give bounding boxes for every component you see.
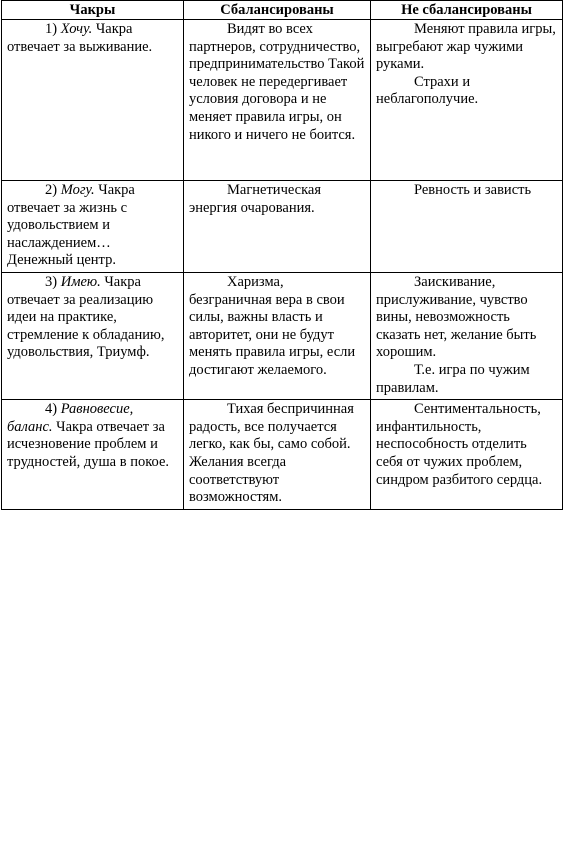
unbalanced-text: Страхи и неблагополучие. — [376, 73, 479, 108]
chakra-number: 4) — [45, 401, 58, 418]
balanced-text: Харизма, безграничная вера в свои силы, важны власть и авторитет, они не будут менять правила игры, если достигают желаемого. — [189, 273, 356, 378]
chakra-text: Чакра отвечает за выживание. — [7, 21, 153, 55]
chakra-text: Чакра отвечает за реализацию идеи на практике, стремление к обладанию, удовольствия, Триумф. — [7, 273, 165, 361]
unbalanced-cell — [371, 181, 563, 273]
chakra-cell — [2, 181, 184, 273]
unbalanced-text: Т.е. игра по чужим правилам. — [376, 361, 530, 396]
header-row — [2, 1, 563, 20]
unbalanced-cell — [371, 272, 563, 399]
table-row — [2, 20, 563, 181]
chakra-description — [7, 274, 178, 362]
balanced-text: Магнетическая энергия очарования. — [189, 182, 322, 216]
chakra-description — [7, 21, 178, 56]
balanced-text: Видят во всех партнеров, сотрудничество, предпринимательство Такой человек не передергивает условия договора и не меняет правила игры, он никого и ничего не боится. — [189, 21, 365, 143]
chakra-text: Чакра отвечает за жизнь с удовольствием и наслаждением… Денежный центр. — [7, 182, 135, 269]
header-chakras: Чакры — [2, 1, 184, 20]
unbalanced-cell — [371, 400, 563, 510]
chakra-name: Равновесие, баланс. — [7, 401, 134, 435]
table-row — [2, 272, 563, 399]
table-row — [2, 400, 563, 510]
chakra-number: 3) — [45, 273, 58, 290]
balanced-cell — [184, 400, 371, 510]
unbalanced-text: Заискивание, прислуживание, чувство вины, невозможность сказать нет, желание быть хорошим. — [376, 273, 537, 361]
unbalanced-text: Меняют правила игры, выгребают жар чужими руками. — [376, 21, 556, 73]
chakra-cell — [2, 272, 184, 399]
chakra-cell — [2, 20, 184, 181]
balanced-cell — [184, 272, 371, 399]
chakra-table — [1, 0, 563, 510]
unbalanced-cell — [371, 20, 563, 181]
chakra-name: Хочу. — [60, 21, 93, 37]
header-unbalanced: Не сбалансированы — [371, 1, 563, 20]
chakra-description — [7, 182, 178, 270]
chakra-name: Имею. — [60, 273, 101, 290]
table-row — [2, 181, 563, 273]
chakra-description — [7, 401, 178, 471]
header-balanced: Сбалансированы — [184, 1, 371, 20]
chakra-number: 1) — [45, 21, 58, 37]
unbalanced-text: Ревность и зависть — [414, 182, 532, 198]
balanced-cell — [184, 181, 371, 273]
chakra-name: Могу. — [60, 182, 95, 198]
chakra-text: Чакра отвечает за исчезновение проблем и трудностей, душа в покое. — [7, 418, 170, 470]
chakra-number: 2) — [45, 182, 58, 198]
unbalanced-text: Сентиментальность, инфантильность, неспособность отделить себя от чужих проблем, синдром разбитого сердца. — [376, 401, 543, 488]
chakra-cell — [2, 400, 184, 510]
balanced-text: Тихая беспричинная радость, все получается легко, как бы, само собой. Желания всегда соответствуют возможностям. — [189, 401, 354, 506]
balanced-cell — [184, 20, 371, 181]
